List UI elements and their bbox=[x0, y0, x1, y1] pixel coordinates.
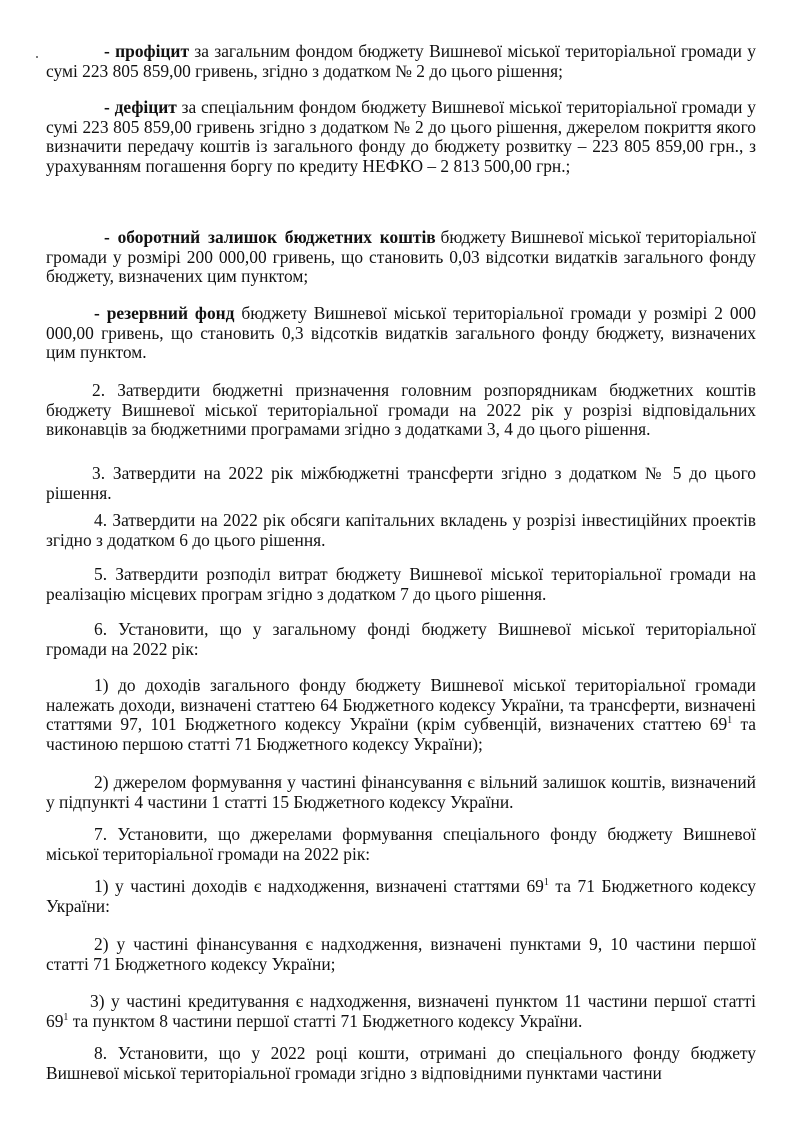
paragraph-surplus bbox=[46, 42, 756, 81]
paragraph-text: 1) у частині доходів є надходження, визначені статтями 69 bbox=[94, 876, 544, 896]
superscript-1: 1 bbox=[727, 715, 733, 727]
paragraph-reserve-fund bbox=[46, 304, 756, 363]
scan-speck bbox=[36, 56, 38, 58]
paragraph-text: бюджету Вишневої міської територіальної громади у розмірі 200 000,00 гривень, що становить 0,03 відсотки видатків загального фонду бюджету, визначених цим пунктом; bbox=[46, 227, 756, 287]
superscript-1: 1 bbox=[63, 1011, 69, 1023]
paragraph-deficit bbox=[46, 98, 756, 176]
paragraph-item-7-1 bbox=[46, 877, 756, 916]
paragraph-text: бюджету Вишневої міської територіальної громади у розмірі 2 000 000,00 гривень, що становить 0,3 відсотків видатків загального фонду бюджету, визначених цим пунктом. bbox=[46, 303, 756, 363]
term-deficit: - дефіцит bbox=[104, 97, 177, 117]
term-reserve-fund: - резервний фонд bbox=[94, 303, 235, 323]
paragraph-text: 3) у частині кредитування є надходження, визначені пунктом 11 частини першої статті 69 bbox=[46, 991, 756, 1031]
paragraph-item-6-1 bbox=[46, 676, 756, 754]
paragraph-item-6: 6. Установити, що у загальному фонді бюджету Вишневої міської територіальної громади на 2022 рік: bbox=[46, 619, 756, 659]
paragraph-item-3: 3. Затвердити на 2022 рік міжбюджетні трансферти згідно з додатком № 5 до цього рішення. bbox=[46, 463, 756, 503]
paragraph-item-4: 4. Затвердити на 2022 рік обсяги капітальних вкладень у розрізі інвестиційних проектів згідно з додатком 6 до цього рішення. bbox=[46, 510, 756, 550]
paragraph-item-2: 2. Затвердити бюджетні призначення головним розпорядникам бюджетних коштів бюджету Вишневої міської територіальної громади на 2022 рік у розрізі відповідальних виконавців за бюджетними програмами згідно з додатками 3, 4 до цього рішення. bbox=[46, 380, 756, 440]
paragraph-item-5: 5. Затвердити розподіл витрат бюджету Вишневої міської територіальної громади на реалізацію місцевих програм згідно з додатком 7 до цього рішення. bbox=[46, 564, 756, 604]
paragraph-item-8: 8. Установити, що у 2022 році кошти, отримані до спеціального фонду бюджету Вишневої міської територіальної громади згідно з відповідними пунктами частини bbox=[46, 1043, 756, 1083]
paragraph-text: та 71 Бюджетного кодексу України: bbox=[46, 876, 756, 916]
paragraph-item-7-2: 2) у частині фінансування є надходження, визначені пунктами 9, 10 частини першої статті 71 Бюджетного кодексу України; bbox=[46, 934, 756, 974]
paragraph-text: за спеціальним фондом бюджету Вишневої міської територіальної громади у сумі 223 805 859,00 гривень згідно з додатком № 2 до цього рішення, джерелом покриття якого визначити передачу коштів із загального фонду до бюджету розвитку – 223 805 859,00 грн., з урахуванням погашення боргу по кредиту НЕФКО – 2 813 500,00 грн.; bbox=[46, 97, 756, 176]
term-working-balance: - оборотний залишок бюджетних коштів bbox=[104, 227, 436, 247]
paragraph-item-6-2: 2) джерелом формування у частині фінансування є вільний залишок коштів, визначений у підпункті 4 частини 1 статті 15 Бюджетного кодексу України. bbox=[46, 772, 756, 812]
term-surplus: - профіцит bbox=[104, 41, 189, 61]
paragraph-text: та пунктом 8 частини першої статті 71 Бюджетного кодексу України. bbox=[68, 1010, 583, 1031]
paragraph-item-7-3 bbox=[46, 992, 756, 1031]
superscript-1: 1 bbox=[543, 877, 549, 888]
paragraph-text: 1) до доходів загального фонду бюджету Вишневої міської територіальної громади належать доходи, визначені статтею 64 Бюджетного кодексу України, та трансферти, визначені статтями 97, 101 Бюджетного кодексу України (крім субвенцій, визначених статтею 69 bbox=[46, 675, 756, 735]
paragraph-text: та частиною першою статті 71 Бюджетного кодексу України); bbox=[46, 714, 756, 754]
paragraph-working-balance bbox=[46, 228, 756, 287]
paragraph-item-7: 7. Установити, що джерелами формування спеціального фонду бюджету Вишневої міської територіальної громади на 2022 рік: bbox=[46, 824, 756, 864]
paragraph-text: за загальним фондом бюджету Вишневої міської територіальної громади у сумі 223 805 859,00 гривень, згідно з додатком № 2 до цього рішення; bbox=[46, 41, 756, 81]
